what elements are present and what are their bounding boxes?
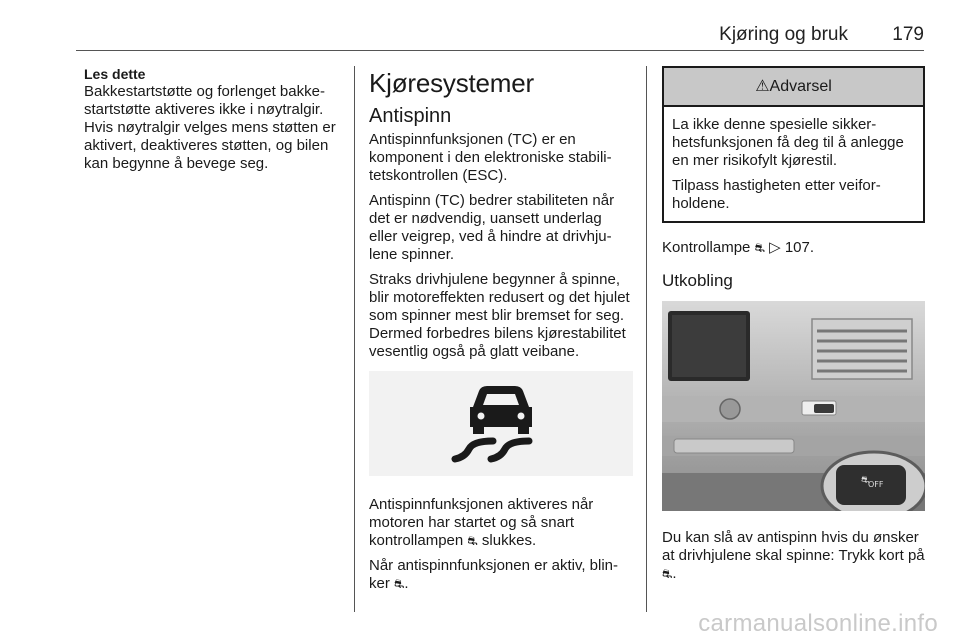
running-header-title: Kjøring og bruk xyxy=(719,24,848,45)
watermark: carmanualsonline.info xyxy=(698,610,938,637)
paragraph-tc-flashing: Når antispinnfunksjonen er aktiv, blin-ker ⛐. xyxy=(369,557,619,592)
warning-body xyxy=(664,107,923,221)
note-text: Bakkestartstøtte og forlenget bakke-startstøtte aktiveres ikke i nøytralgir. Hvis nøytralgir velges mens støtten er aktivert, deaktiveres støtten, og bilen kan begynne å bevege seg. xyxy=(84,83,336,172)
warning-box xyxy=(662,66,925,223)
subsection-title-utkobling: Utkobling xyxy=(662,271,733,290)
subsection-title-antispinn: Antispinn xyxy=(369,105,452,127)
tc-off-button-small xyxy=(814,404,834,413)
note-title: Les dette xyxy=(84,66,146,82)
tc-lamp-icon: ⛐ xyxy=(394,577,405,591)
tc-off-button-closeup xyxy=(822,452,925,511)
paragraph-tc-function: Straks drivhjulene begynner å spinne, blir motoreffekten redusert og det hjulet som spinner mest blir bremset for seg. Dermed forbedres bilens kjørestabilitet vesentlig også på glatt veibane. xyxy=(369,271,630,360)
header-rule xyxy=(76,50,924,51)
warning-header: ⚠Advarsel xyxy=(664,68,923,107)
column-left xyxy=(84,66,346,180)
paragraph-tc-stability: Antispinn (TC) bedrer stabiliteten når det er nødvendig, uansett underlag eller veigrep, ved å hindre at drivhju-lene spinner. xyxy=(369,192,615,263)
control-strip xyxy=(662,396,925,422)
column-divider-left xyxy=(354,66,355,612)
page-number: 179 xyxy=(892,24,924,45)
traction-control-illustration xyxy=(369,371,633,476)
paragraph-tc-activation: Antispinnfunksjonen aktiveres når motoren har startet og så snart kontrollampen ⛐ slukkes. xyxy=(369,496,594,549)
column-middle xyxy=(369,66,633,600)
column-right xyxy=(662,66,925,590)
lamp-reference: Kontrollampe ⛐ ▷ 107. xyxy=(662,239,815,256)
page-reference-arrow-icon: ▷ xyxy=(769,239,781,256)
car-skid-icon xyxy=(470,386,532,434)
paragraph-deactivation: Du kan slå av antispinn hvis du ønsker at drivhjulene skal spinne: Trykk kort på ⛐. xyxy=(662,529,925,582)
section-title: Kjøresystemer xyxy=(369,68,534,98)
air-vent xyxy=(812,319,912,379)
volume-knob xyxy=(720,399,740,419)
warning-text: La ikke denne spesielle sikker-hetsfunksjonen få deg til å anlegge en mer risikofylt kjørestil. xyxy=(672,116,904,169)
warning-text-speed: Tilpass hastigheten etter veifor-holdene. xyxy=(672,177,881,212)
paragraph-tc-intro: Antispinnfunksjonen (TC) er en komponent i den elektroniske stabili-tetskontrollen (ESC). xyxy=(369,131,612,184)
tc-lamp-icon: ⛐ xyxy=(467,534,478,548)
tc-off-button-label: OFF xyxy=(868,480,884,489)
dashboard-photo xyxy=(662,301,925,511)
column-divider-right xyxy=(646,66,647,612)
tc-lamp-icon: ⛐ xyxy=(754,241,765,255)
warning-triangle-icon: ⚠ xyxy=(755,78,770,95)
tc-button-icon: ⛐ xyxy=(861,475,870,486)
tc-off-icon: ⛐ xyxy=(662,567,673,581)
